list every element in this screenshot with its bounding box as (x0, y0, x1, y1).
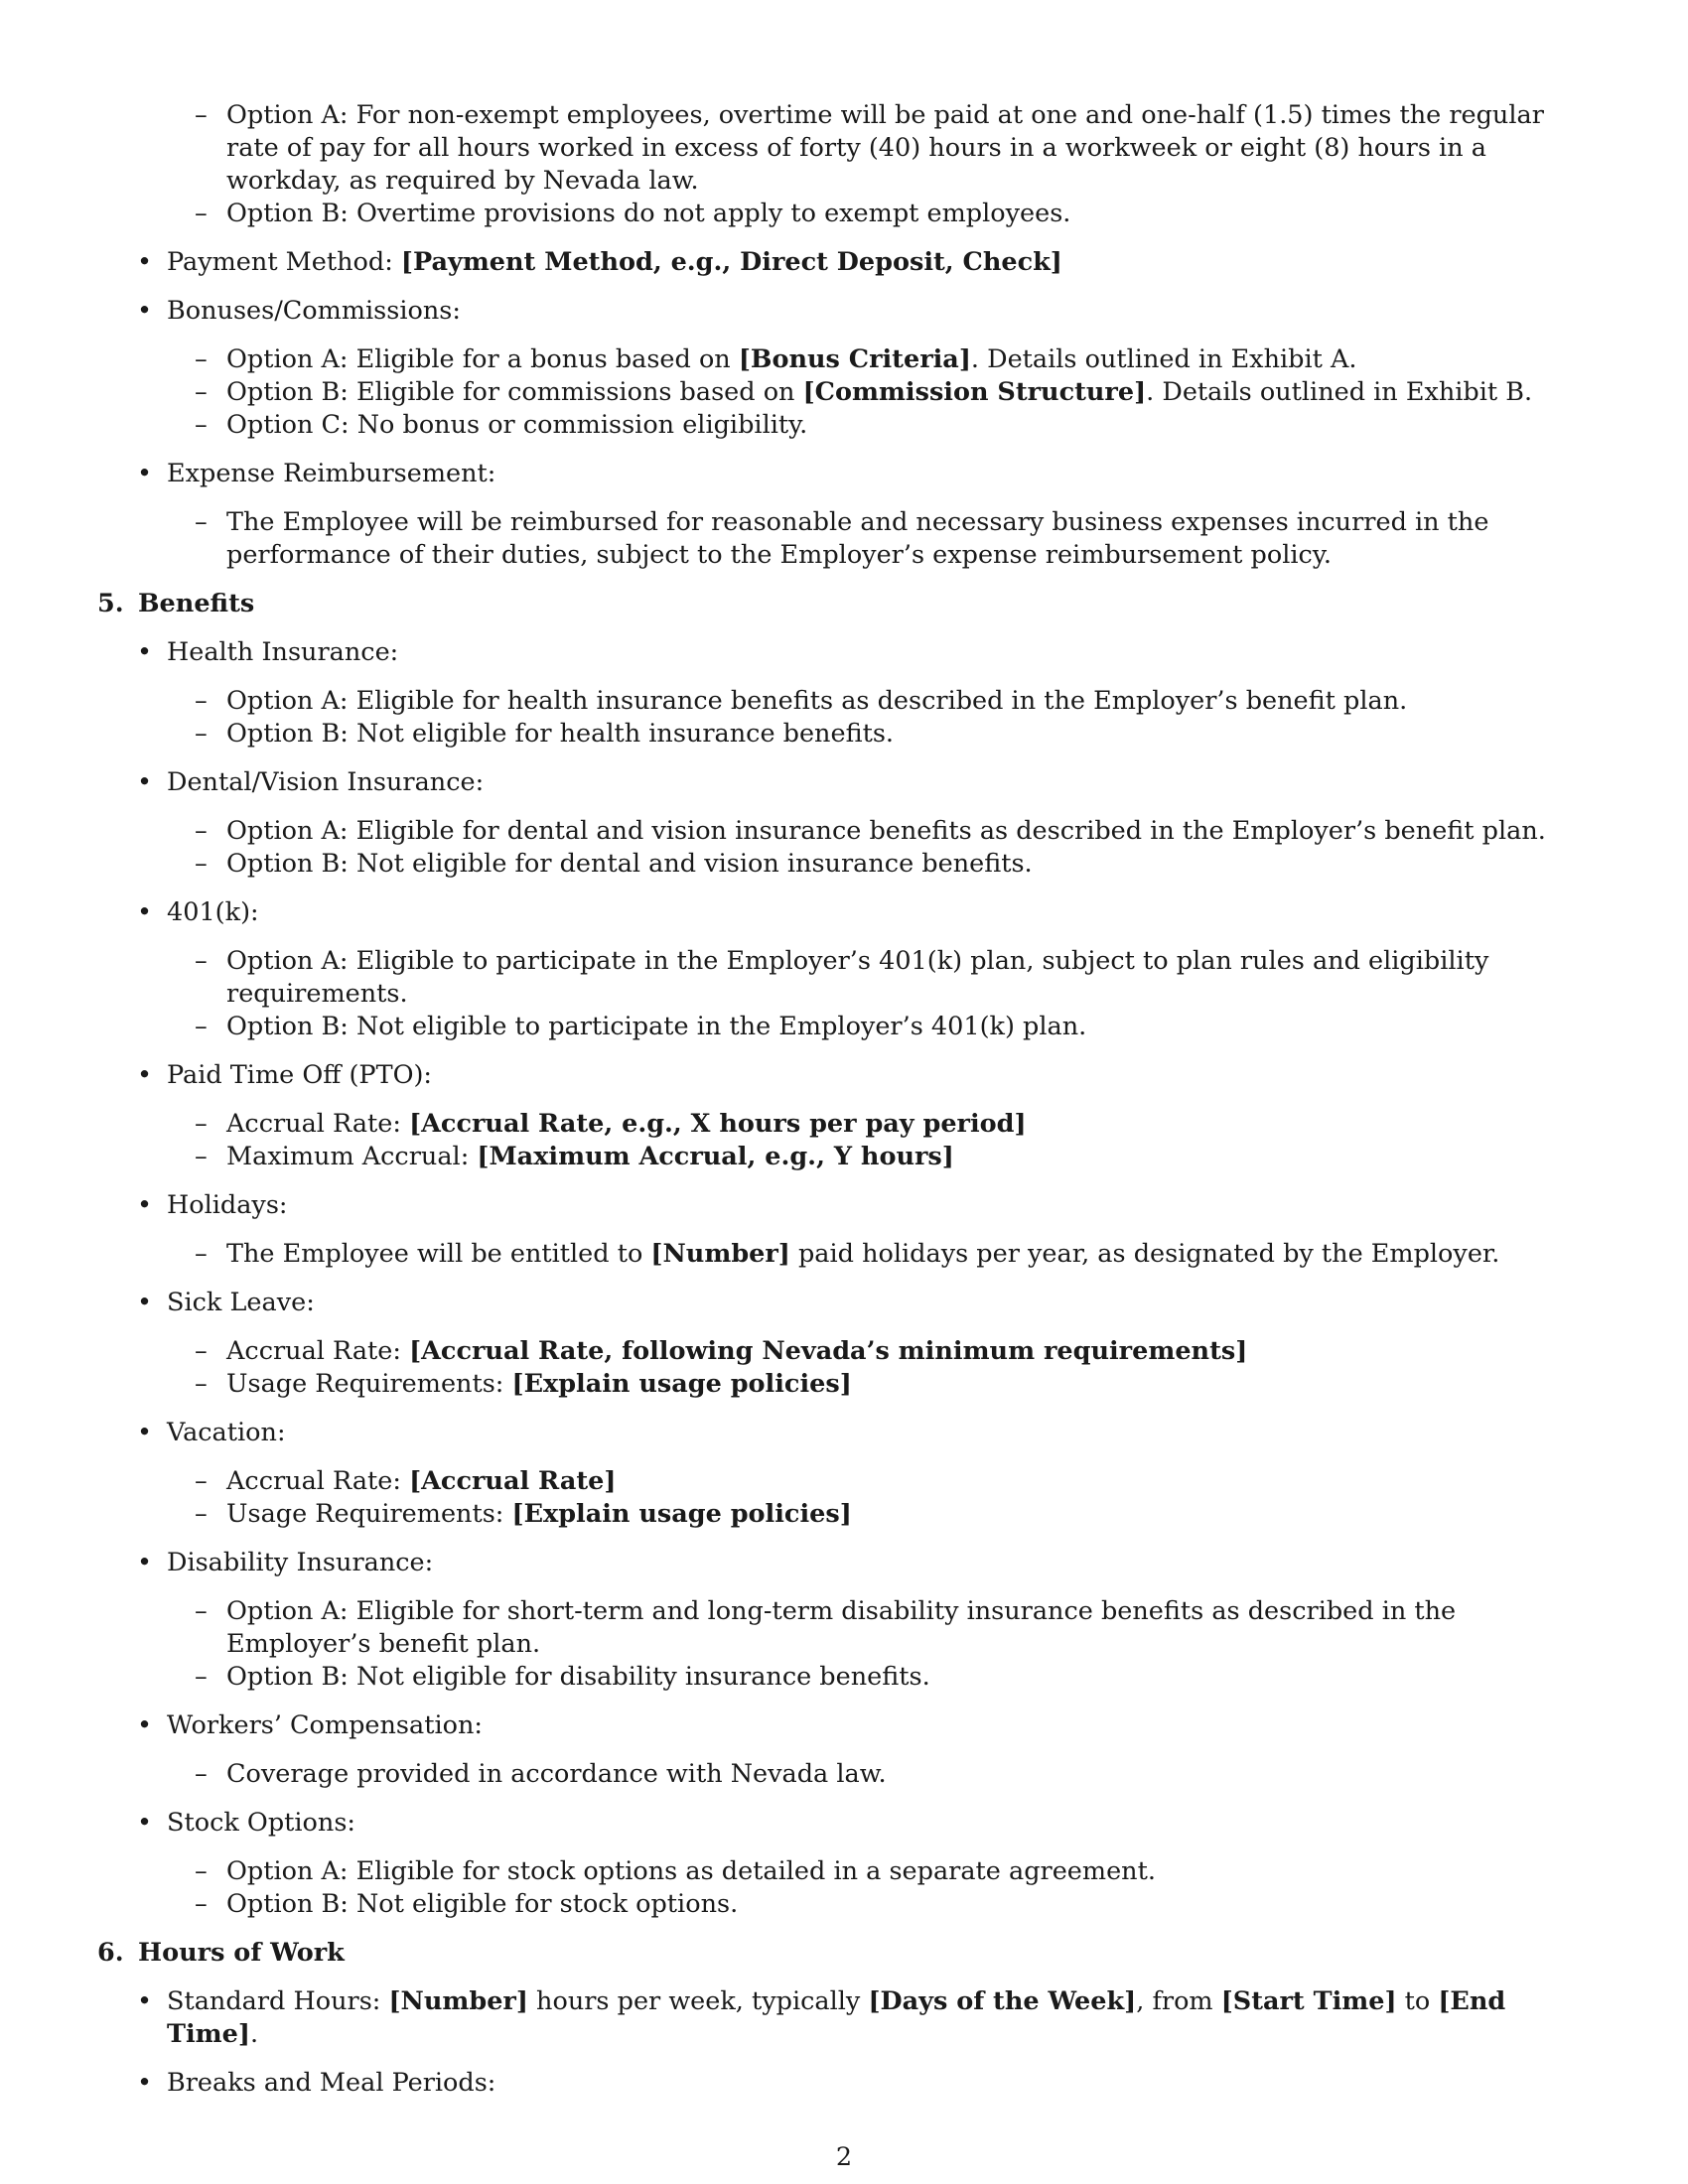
vacation-rate-label: Accrual Rate: (226, 1466, 410, 1496)
bonus-option-c: – Option C: No bonus or commission eligibility. (195, 409, 1597, 442)
section-6-number: 6. (97, 1938, 124, 1968)
document-body (97, 99, 1597, 2100)
workers-comp-label: Workers’ Compensation: (167, 1710, 483, 1740)
section-5-title: Benefits (138, 589, 255, 618)
stock-label: Stock Options: (167, 1808, 355, 1838)
sick-rate-placeholder: [Accrual Rate, following Nevada’s minimum requirements] (409, 1336, 1248, 1366)
pto-max-accrual (195, 1141, 1597, 1173)
k401-label: 401(k): (167, 897, 259, 927)
holidays-details (167, 1238, 1597, 1271)
health-option-a: – Option A: Eligible for health insurance benefits as described in the Employer’s benefit plan. (195, 685, 1597, 718)
bonuses-options (167, 343, 1597, 442)
holidays-post: paid holidays per year, as designated by the Employer. (789, 1239, 1500, 1269)
pto-item (97, 1059, 1597, 1173)
bonuses-label: Bonuses/Commissions: (167, 296, 461, 326)
breaks-item (97, 2067, 1597, 2100)
bonus-b-text: Option B: Eligible for commissions based on (226, 377, 803, 407)
pto-max-label: Maximum Accrual: (226, 1142, 478, 1171)
section-6-heading (97, 1937, 1597, 1970)
overtime-options (97, 99, 1597, 230)
dental-label: Dental/Vision Insurance: (167, 767, 485, 797)
pto-details (167, 1108, 1597, 1173)
expense-details (167, 506, 1597, 572)
health-option-b: – Option B: Not eligible for health insurance benefits. (195, 718, 1597, 751)
sick-usage (195, 1368, 1597, 1401)
sick-usage-placeholder: [Explain usage policies] (511, 1369, 852, 1399)
sick-label: Sick Leave: (167, 1288, 315, 1317)
holidays-label: Holidays: (167, 1190, 288, 1220)
workers-comp-item (97, 1709, 1597, 1791)
stock-options (167, 1855, 1597, 1921)
page-number: 2 (835, 2142, 853, 2172)
health-item (97, 636, 1597, 751)
vacation-label: Vacation: (167, 1418, 286, 1447)
breaks-label: Breaks and Meal Periods: (167, 2068, 496, 2098)
section-5-number: 5. (97, 589, 124, 618)
overtime-option-a: – Option A: For non-exempt employees, overtime will be paid at one and one-half (1.5) times the regular rate of pay for all hours worked in excess of forty (40) hours in a workweek or eight (8) hours in a workday, as required by Nevada law. (195, 99, 1597, 198)
standard-hours-text-2: , from (1136, 1986, 1221, 2016)
sick-rate-label: Accrual Rate: (226, 1336, 410, 1366)
health-options (167, 685, 1597, 751)
disability-option-a: – Option A: Eligible for short-term and long-term disability insurance benefits as described in the Employer’s benefit plan. (195, 1595, 1597, 1661)
pto-rate-placeholder: [Accrual Rate, e.g., X hours per pay period] (409, 1109, 1027, 1139)
disability-label: Disability Insurance: (167, 1548, 434, 1577)
bonus-criteria-placeholder: [Bonus Criteria] (738, 344, 971, 374)
stock-option-b: – Option B: Not eligible for stock options. (195, 1888, 1597, 1921)
bonus-a-suffix: . Details outlined in Exhibit A. (970, 344, 1357, 374)
pto-accrual-rate (195, 1108, 1597, 1141)
pto-label: Paid Time Off (PTO): (167, 1060, 433, 1090)
bonus-b-suffix: . Details outlined in Exhibit B. (1146, 377, 1533, 407)
hours-number-placeholder: [Number] (388, 1986, 528, 2016)
sick-details (167, 1335, 1597, 1401)
dental-option-a: – Option A: Eligible for dental and vision insurance benefits as described in the Employer’s benefit plan. (195, 815, 1597, 848)
dental-item (97, 766, 1597, 881)
payment-method-item (97, 246, 1597, 279)
vacation-details (167, 1465, 1597, 1531)
bonus-a-text: Option A: Eligible for a bonus based on (226, 344, 739, 374)
holidays-item (97, 1189, 1597, 1271)
vacation-usage (195, 1498, 1597, 1531)
k401-option-a: – Option A: Eligible to participate in the Employer’s 401(k) plan, subject to plan rules and eligibility requirements. (195, 945, 1597, 1011)
health-label: Health Insurance: (167, 637, 399, 667)
section-6-title: Hours of Work (138, 1938, 345, 1968)
days-placeholder: [Days of the Week] (868, 1986, 1137, 2016)
workers-comp-details (167, 1758, 1597, 1791)
k401-item (97, 896, 1597, 1043)
holidays-pre: The Employee will be entitled to (226, 1239, 651, 1269)
payment-method-label: Payment Method: (167, 247, 401, 277)
stock-option-a: – Option A: Eligible for stock options as detailed in a separate agreement. (195, 1855, 1597, 1888)
k401-options (167, 945, 1597, 1043)
standard-hours-text-3: to (1396, 1986, 1439, 2016)
expense-text: – The Employee will be reimbursed for reasonable and necessary business expenses incurred in the performance of their duties, subject to the Employer’s expense reimbursement policy. (195, 506, 1597, 572)
vacation-usage-placeholder: [Explain usage policies] (511, 1499, 852, 1529)
vacation-accrual-rate (195, 1465, 1597, 1498)
disability-item (97, 1547, 1597, 1694)
vacation-usage-label: Usage Requirements: (226, 1499, 512, 1529)
holidays-text (195, 1238, 1597, 1271)
pto-max-placeholder: [Maximum Accrual, e.g., Y hours] (477, 1142, 954, 1171)
payment-method-placeholder: [Payment Method, e.g., Direct Deposit, Check] (400, 247, 1062, 277)
vacation-item (97, 1417, 1597, 1531)
standard-hours-text-1: hours per week, typically (527, 1986, 869, 2016)
disability-option-b: – Option B: Not eligible for disability insurance benefits. (195, 1661, 1597, 1694)
end-time-placeholder: [End Time] (167, 1986, 1506, 2049)
k401-option-b: – Option B: Not eligible to participate in the Employer’s 401(k) plan. (195, 1011, 1597, 1043)
dental-option-b: – Option B: Not eligible for dental and vision insurance benefits. (195, 848, 1597, 881)
pto-rate-label: Accrual Rate: (226, 1109, 410, 1139)
standard-hours-label: Standard Hours: (167, 1986, 389, 2016)
bonus-option-a (195, 343, 1597, 376)
dental-options (167, 815, 1597, 881)
sick-accrual-rate (195, 1335, 1597, 1368)
disability-options (167, 1595, 1597, 1694)
workers-comp-text: – Coverage provided in accordance with Nevada law. (195, 1758, 1597, 1791)
vacation-rate-placeholder: [Accrual Rate] (409, 1466, 617, 1496)
expense-label: Expense Reimbursement: (167, 459, 496, 488)
holidays-number-placeholder: [Number] (650, 1239, 790, 1269)
sick-usage-label: Usage Requirements: (226, 1369, 512, 1399)
commission-structure-placeholder: [Commission Structure] (802, 377, 1147, 407)
bonus-option-b (195, 376, 1597, 409)
bonuses-item (97, 295, 1597, 442)
expense-item (97, 458, 1597, 572)
overtime-option-b: – Option B: Overtime provisions do not apply to exempt employees. (195, 198, 1597, 230)
standard-hours-item (97, 1985, 1597, 2051)
section-5-heading (97, 588, 1597, 620)
stock-item (97, 1807, 1597, 1921)
sick-item (97, 1287, 1597, 1401)
start-time-placeholder: [Start Time] (1220, 1986, 1397, 2016)
standard-hours-text-4: . (249, 2019, 259, 2049)
